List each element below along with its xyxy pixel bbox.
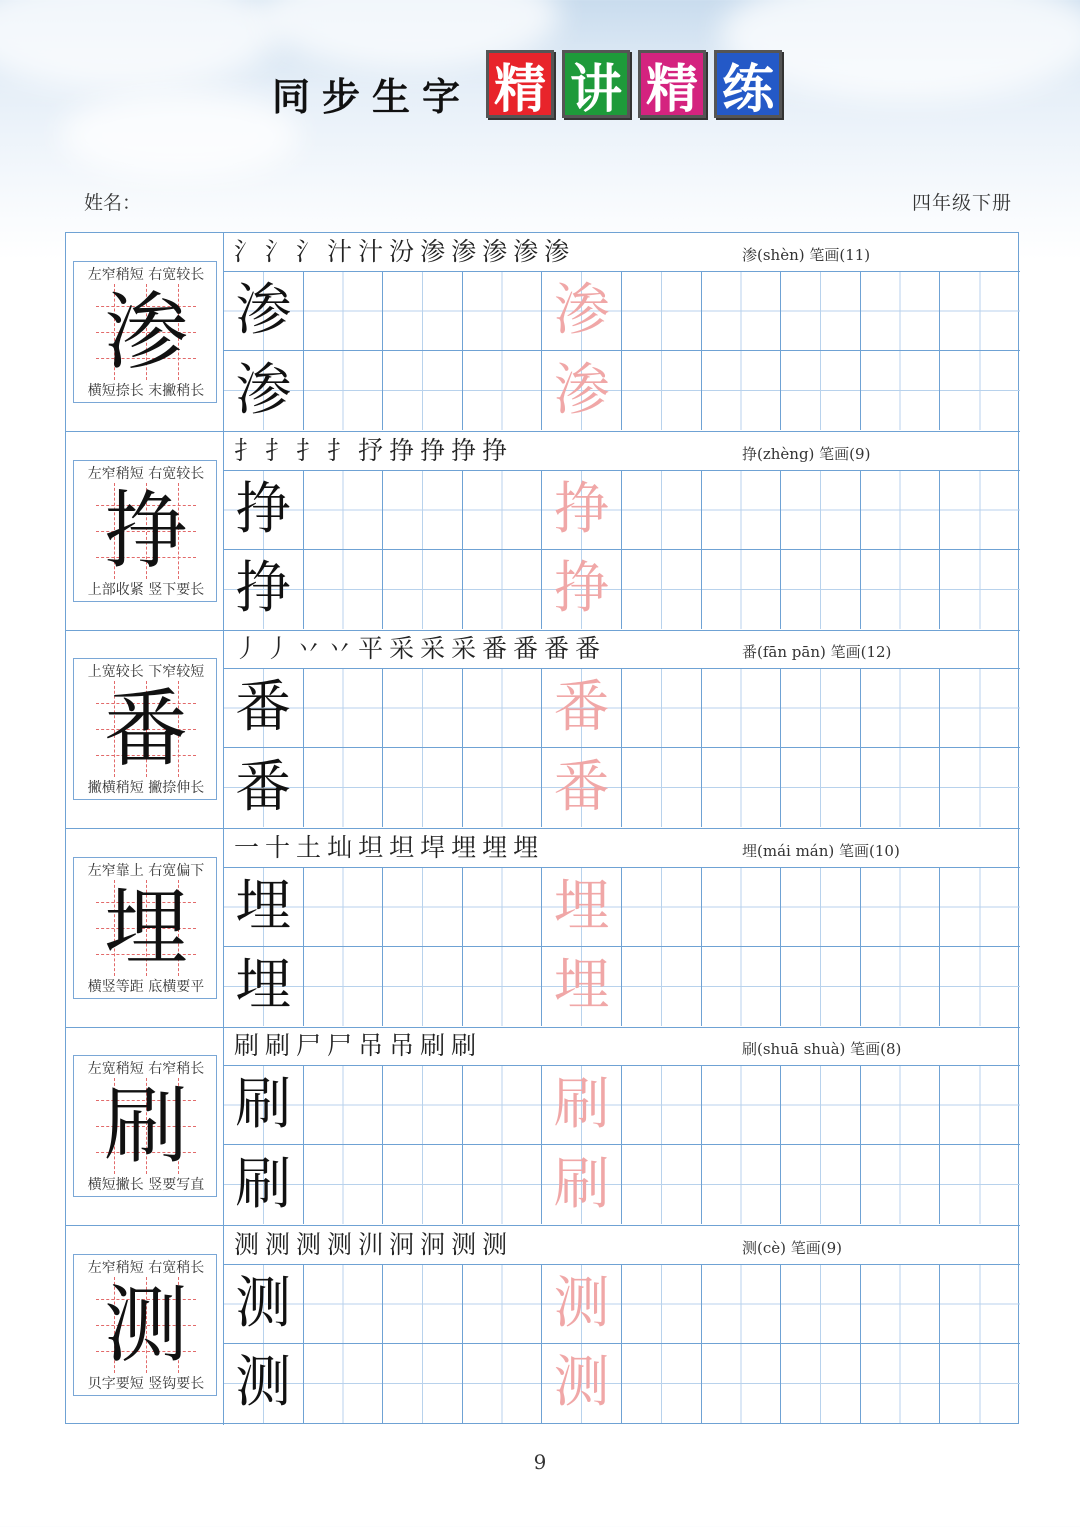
tianzige-cell[interactable] bbox=[622, 1344, 702, 1423]
structure-tip-bottom: 横竖等距 底横要平 bbox=[87, 978, 205, 995]
stroke-sequence bbox=[234, 1230, 507, 1260]
tianzige-cell[interactable] bbox=[304, 351, 384, 430]
tianzige-cell[interactable] bbox=[463, 272, 543, 350]
tianzige-cell[interactable] bbox=[622, 1066, 702, 1144]
stroke-step: 刷 bbox=[265, 1031, 291, 1060]
tianzige-cell[interactable] bbox=[702, 947, 782, 1026]
tianzige-cell[interactable] bbox=[542, 947, 622, 1026]
tianzige-cell[interactable] bbox=[224, 1344, 304, 1423]
tianzige-cell[interactable] bbox=[861, 471, 941, 549]
tianzige-cell[interactable] bbox=[861, 947, 941, 1026]
tianzige-cell[interactable] bbox=[463, 1066, 543, 1144]
tianzige-cell[interactable] bbox=[542, 1265, 622, 1343]
stroke-step: 平 bbox=[358, 634, 384, 663]
model-card bbox=[73, 658, 217, 800]
tianzige-cell[interactable] bbox=[861, 351, 941, 430]
title-tile: 精 bbox=[486, 50, 554, 118]
tianzige-cell[interactable] bbox=[781, 272, 861, 350]
character-info: 刷(shuā shuà) 笔画(8) bbox=[742, 1040, 902, 1058]
practice-sheet bbox=[65, 232, 1019, 1424]
stroke-step: 十 bbox=[265, 832, 291, 862]
tianzige-cell[interactable] bbox=[702, 748, 782, 827]
tianzige-cell[interactable] bbox=[861, 669, 941, 747]
stroke-step: 扌 bbox=[296, 435, 322, 465]
writing-grid-row bbox=[224, 1265, 1020, 1344]
tianzige-cell[interactable] bbox=[383, 669, 463, 747]
stroke-step: 番 bbox=[544, 634, 570, 663]
tianzige-cell[interactable] bbox=[383, 351, 463, 430]
stroke-step: 挣 bbox=[451, 435, 477, 465]
tianzige-cell[interactable] bbox=[304, 947, 384, 1026]
model-character: 渗 bbox=[103, 283, 188, 381]
structure-tip-bottom: 撇横稍短 撇捺伸长 bbox=[87, 780, 205, 796]
tianzige-cell[interactable] bbox=[861, 1066, 941, 1144]
tianzige-cell[interactable] bbox=[542, 351, 622, 430]
character-block bbox=[66, 1027, 1020, 1226]
tianzige-cell[interactable] bbox=[304, 669, 384, 747]
grade-label: 四年级下册 bbox=[912, 192, 1013, 214]
stroke-step: 采 bbox=[420, 634, 446, 663]
trace-character: 渗 bbox=[553, 278, 610, 343]
tianzige-cell[interactable] bbox=[781, 748, 861, 827]
stroke-sequence bbox=[234, 436, 507, 466]
tianzige-cell[interactable] bbox=[622, 868, 702, 946]
example-character: 渗 bbox=[235, 278, 292, 343]
tianzige-cell[interactable] bbox=[861, 1265, 941, 1343]
tianzige-cell[interactable] bbox=[383, 947, 463, 1026]
tianzige-cell[interactable] bbox=[622, 272, 702, 350]
trace-character: 渗 bbox=[553, 357, 610, 423]
stroke-step: 圸 bbox=[327, 832, 353, 862]
tianzige-cell[interactable] bbox=[463, 1344, 543, 1423]
model-card bbox=[73, 857, 217, 999]
page-header bbox=[0, 40, 1080, 140]
stroke-step: 抒 bbox=[358, 435, 384, 465]
stroke-order-row bbox=[224, 1226, 1020, 1265]
stroke-step: 氵 bbox=[296, 237, 322, 266]
model-card bbox=[73, 460, 217, 602]
stroke-step: 埋 bbox=[451, 832, 477, 862]
tianzige-cell[interactable] bbox=[463, 471, 543, 549]
tianzige-cell[interactable] bbox=[940, 272, 1020, 350]
tianzige-cell[interactable] bbox=[542, 669, 622, 747]
stroke-step: 挣 bbox=[389, 435, 415, 465]
stroke-step: 坦 bbox=[389, 832, 415, 862]
trace-character: 番 bbox=[553, 675, 610, 740]
tianzige-cell[interactable] bbox=[622, 669, 702, 747]
tianzige-cell[interactable] bbox=[702, 1344, 782, 1423]
example-character: 挣 bbox=[235, 556, 292, 621]
tianzige-cell[interactable] bbox=[383, 748, 463, 827]
tianzige-cell[interactable] bbox=[940, 748, 1020, 827]
tianzige-cell[interactable] bbox=[940, 1344, 1020, 1423]
example-character: 埋 bbox=[235, 873, 292, 939]
stroke-sequence bbox=[234, 634, 600, 664]
writing-grid-row bbox=[224, 1066, 1020, 1145]
title-tile: 练 bbox=[714, 50, 782, 118]
writing-grid-row bbox=[224, 868, 1020, 947]
stroke-sequence bbox=[234, 237, 569, 267]
tianzige-cell[interactable] bbox=[622, 947, 702, 1026]
stroke-step: 测 bbox=[327, 1229, 353, 1259]
tianzige-cell[interactable] bbox=[702, 550, 782, 629]
tianzige-cell[interactable] bbox=[940, 1265, 1020, 1343]
stroke-step: 测 bbox=[234, 1229, 260, 1259]
stroke-step: 土 bbox=[296, 832, 322, 862]
model-card bbox=[73, 261, 217, 403]
trace-character: 刷 bbox=[553, 1151, 610, 1217]
stroke-step: 汌 bbox=[358, 1229, 384, 1259]
tianzige-cell[interactable] bbox=[463, 1145, 543, 1224]
writing-grid-row bbox=[224, 272, 1020, 351]
trace-character: 番 bbox=[553, 754, 610, 820]
stroke-step: 番 bbox=[575, 634, 601, 663]
model-character: 刷 bbox=[103, 1077, 188, 1175]
tianzige-cell[interactable] bbox=[304, 1344, 384, 1423]
title-tile: 讲 bbox=[562, 50, 630, 118]
model-panel bbox=[66, 432, 224, 630]
tianzige-cell[interactable] bbox=[224, 868, 304, 946]
stroke-step: 丿 bbox=[234, 634, 260, 663]
tianzige-cell[interactable] bbox=[702, 351, 782, 430]
stroke-order-row bbox=[224, 233, 1020, 272]
character-info: 埋(mái mán) 笔画(10) bbox=[742, 841, 900, 860]
tianzige-cell[interactable] bbox=[542, 550, 622, 629]
tianzige-cell[interactable] bbox=[304, 272, 384, 350]
title-tiles bbox=[486, 50, 782, 118]
example-character: 渗 bbox=[235, 357, 292, 423]
stroke-step: 丷 bbox=[296, 634, 322, 663]
stroke-sequence bbox=[234, 833, 538, 863]
writing-grid-row bbox=[224, 669, 1020, 748]
structure-tip-top: 上宽较长 下窄较短 bbox=[87, 664, 205, 680]
model-card bbox=[73, 1254, 217, 1396]
tianzige-cell[interactable] bbox=[940, 868, 1020, 946]
tianzige-cell[interactable] bbox=[463, 550, 543, 629]
model-character: 番 bbox=[103, 680, 188, 778]
stroke-step: 吊 bbox=[389, 1031, 415, 1060]
stroke-step: 渗 bbox=[544, 237, 570, 266]
tianzige-cell[interactable] bbox=[702, 1265, 782, 1343]
tianzige-cell[interactable] bbox=[224, 550, 304, 629]
tianzige-cell[interactable] bbox=[542, 868, 622, 946]
stroke-step: 一 bbox=[234, 832, 260, 862]
writing-grid-row bbox=[224, 1145, 1020, 1224]
stroke-step: 番 bbox=[513, 634, 539, 663]
tianzige-cell[interactable] bbox=[304, 868, 384, 946]
model-panel bbox=[66, 829, 224, 1027]
tianzige-cell[interactable] bbox=[781, 868, 861, 946]
example-character: 番 bbox=[235, 754, 292, 820]
structure-tip-bottom: 上部收紧 竖下要长 bbox=[87, 581, 205, 598]
tianzige-cell[interactable] bbox=[781, 471, 861, 549]
stroke-step: 挣 bbox=[420, 435, 446, 465]
stroke-step: 坦 bbox=[358, 832, 384, 862]
trace-character: 挣 bbox=[553, 476, 610, 542]
tianzige-cell[interactable] bbox=[781, 669, 861, 747]
stroke-step: 采 bbox=[451, 634, 477, 663]
model-panel bbox=[66, 1027, 224, 1225]
stroke-order-row bbox=[224, 630, 1020, 669]
trace-character: 埋 bbox=[553, 873, 610, 939]
stroke-order-row bbox=[224, 829, 1020, 868]
stroke-step: 采 bbox=[389, 634, 415, 663]
stroke-step: 测 bbox=[451, 1229, 477, 1259]
tianzige-cell[interactable] bbox=[861, 272, 941, 350]
structure-tip-bottom: 横短捺长 末撇稍长 bbox=[87, 383, 205, 399]
character-info: 挣(zhèng) 笔画(9) bbox=[742, 444, 871, 463]
tianzige-cell[interactable] bbox=[861, 1344, 941, 1423]
stroke-step: 泂 bbox=[389, 1229, 415, 1259]
tianzige-cell[interactable] bbox=[304, 471, 384, 549]
writing-grid-row bbox=[224, 748, 1020, 827]
tianzige-cell[interactable] bbox=[622, 1145, 702, 1224]
writing-grid-row bbox=[224, 947, 1020, 1026]
tianzige-cell[interactable] bbox=[940, 550, 1020, 629]
tianzige-cell[interactable] bbox=[702, 1066, 782, 1144]
structure-tip-top: 左窄稍短 右宽较长 bbox=[87, 267, 205, 283]
stroke-step: 垾 bbox=[420, 832, 446, 862]
tianzige-cell[interactable] bbox=[622, 1265, 702, 1343]
tianzige-cell[interactable] bbox=[224, 351, 304, 430]
tianzige-cell[interactable] bbox=[861, 868, 941, 946]
tianzige-cell[interactable] bbox=[383, 868, 463, 946]
tianzige-cell[interactable] bbox=[542, 272, 622, 350]
character-info: 渗(shèn) 笔画(11) bbox=[742, 246, 871, 264]
tianzige-cell[interactable] bbox=[940, 351, 1020, 430]
stroke-step: 扌 bbox=[265, 435, 291, 465]
stroke-step: 渗 bbox=[513, 237, 539, 266]
example-character: 番 bbox=[235, 675, 292, 740]
tianzige-cell[interactable] bbox=[861, 550, 941, 629]
structure-tip-top: 左窄稍短 右宽稍长 bbox=[87, 1259, 205, 1276]
tianzige-cell[interactable] bbox=[383, 1066, 463, 1144]
stroke-order-row bbox=[224, 432, 1020, 471]
stroke-step: 测 bbox=[482, 1229, 508, 1259]
trace-character: 埋 bbox=[553, 953, 610, 1018]
tianzige-cell[interactable] bbox=[861, 748, 941, 827]
tianzige-cell[interactable] bbox=[224, 748, 304, 827]
stroke-step: 挣 bbox=[482, 435, 508, 465]
tianzige-cell[interactable] bbox=[702, 272, 782, 350]
model-character: 埋 bbox=[103, 878, 188, 977]
example-character: 埋 bbox=[235, 953, 292, 1018]
tianzige-cell[interactable] bbox=[463, 669, 543, 747]
stroke-step: 汁 bbox=[327, 237, 353, 266]
stroke-step: 氵 bbox=[234, 237, 260, 266]
tianzige-cell[interactable] bbox=[781, 1145, 861, 1224]
stroke-sequence bbox=[234, 1031, 476, 1061]
tianzige-cell[interactable] bbox=[622, 471, 702, 549]
tianzige-cell[interactable] bbox=[463, 1265, 543, 1343]
character-info: 测(cè) 笔画(9) bbox=[742, 1238, 842, 1257]
stroke-step: 氵 bbox=[265, 237, 291, 266]
tianzige-cell[interactable] bbox=[463, 947, 543, 1026]
stroke-step: 测 bbox=[265, 1229, 291, 1259]
structure-tip-top: 左窄靠上 右宽偏下 bbox=[87, 862, 205, 879]
tianzige-cell[interactable] bbox=[940, 471, 1020, 549]
tianzige-cell[interactable] bbox=[383, 1265, 463, 1343]
tianzige-cell[interactable] bbox=[224, 669, 304, 747]
tianzige-cell[interactable] bbox=[622, 748, 702, 827]
tianzige-cell[interactable] bbox=[702, 669, 782, 747]
writing-grid-row bbox=[224, 351, 1020, 430]
tianzige-cell[interactable] bbox=[781, 550, 861, 629]
tianzige-cell[interactable] bbox=[383, 1344, 463, 1423]
character-block bbox=[66, 233, 1020, 432]
model-panel bbox=[66, 233, 224, 431]
stroke-step: 扌 bbox=[327, 435, 353, 465]
structure-tip-bottom: 贝字要短 竖钩要长 bbox=[87, 1375, 205, 1392]
example-character: 挣 bbox=[235, 476, 292, 542]
trace-character: 刷 bbox=[553, 1072, 610, 1137]
stroke-step: 刷 bbox=[234, 1031, 260, 1060]
tianzige-cell[interactable] bbox=[861, 1145, 941, 1224]
tianzige-cell[interactable] bbox=[224, 272, 304, 350]
tianzige-cell[interactable] bbox=[781, 1265, 861, 1343]
character-block bbox=[66, 829, 1020, 1028]
tianzige-cell[interactable] bbox=[304, 1066, 384, 1144]
tianzige-cell[interactable] bbox=[542, 1344, 622, 1423]
tianzige-cell[interactable] bbox=[304, 550, 384, 629]
example-character: 刷 bbox=[235, 1151, 292, 1217]
tianzige-cell[interactable] bbox=[702, 471, 782, 549]
stroke-step: 尸 bbox=[327, 1031, 353, 1060]
model-panel bbox=[66, 1226, 224, 1425]
tianzige-cell[interactable] bbox=[304, 1145, 384, 1224]
tianzige-cell[interactable] bbox=[781, 351, 861, 430]
tianzige-cell[interactable] bbox=[304, 1265, 384, 1343]
stroke-step: 渗 bbox=[420, 237, 446, 266]
tianzige-cell[interactable] bbox=[940, 1145, 1020, 1224]
character-block bbox=[66, 630, 1020, 829]
tianzige-cell[interactable] bbox=[702, 868, 782, 946]
tianzige-cell[interactable] bbox=[224, 1265, 304, 1343]
model-panel bbox=[66, 630, 224, 828]
stroke-step: 埋 bbox=[482, 832, 508, 862]
tianzige-cell[interactable] bbox=[304, 748, 384, 827]
tianzige-cell[interactable] bbox=[940, 669, 1020, 747]
stroke-step: 泂 bbox=[420, 1229, 446, 1259]
character-block bbox=[66, 1226, 1020, 1425]
stroke-step: 刷 bbox=[451, 1031, 477, 1060]
stroke-step: 丷 bbox=[327, 634, 353, 663]
stroke-step: 尸 bbox=[296, 1031, 322, 1060]
stroke-step: 扌 bbox=[234, 435, 260, 465]
tianzige-cell[interactable] bbox=[383, 272, 463, 350]
tianzige-cell[interactable] bbox=[224, 1145, 304, 1224]
title-tile: 精 bbox=[638, 50, 706, 118]
tianzige-cell[interactable] bbox=[463, 868, 543, 946]
model-card bbox=[73, 1055, 217, 1197]
trace-character: 测 bbox=[553, 1270, 610, 1336]
stroke-step: 番 bbox=[482, 634, 508, 663]
tianzige-cell[interactable] bbox=[542, 471, 622, 549]
writing-grid-row bbox=[224, 1344, 1020, 1423]
page-number: 9 bbox=[533, 1450, 547, 1474]
structure-tip-top: 左窄稍短 右宽较长 bbox=[87, 465, 205, 482]
tianzige-cell[interactable] bbox=[702, 1145, 782, 1224]
page-title: 同步生字 bbox=[272, 75, 473, 119]
character-block bbox=[66, 432, 1020, 631]
tianzige-cell[interactable] bbox=[781, 947, 861, 1026]
tianzige-cell[interactable] bbox=[383, 471, 463, 549]
tianzige-cell[interactable] bbox=[224, 1066, 304, 1144]
example-character: 测 bbox=[235, 1270, 292, 1336]
tianzige-cell[interactable] bbox=[781, 1066, 861, 1144]
tianzige-cell[interactable] bbox=[224, 471, 304, 549]
structure-tip-top: 左宽稍短 右窄稍长 bbox=[87, 1061, 205, 1077]
tianzige-cell[interactable] bbox=[781, 1344, 861, 1423]
tianzige-cell[interactable] bbox=[542, 1066, 622, 1144]
stroke-step: 埋 bbox=[513, 832, 539, 862]
student-name-label: 姓名： bbox=[84, 192, 142, 214]
example-character: 测 bbox=[235, 1350, 292, 1415]
stroke-step: 渗 bbox=[482, 237, 508, 266]
model-character: 挣 bbox=[103, 481, 188, 580]
stroke-step: 渗 bbox=[451, 237, 477, 266]
stroke-order-row bbox=[224, 1027, 1020, 1066]
stroke-step: 刷 bbox=[420, 1031, 446, 1060]
stroke-step: 汁 bbox=[358, 237, 384, 266]
tianzige-cell[interactable] bbox=[940, 947, 1020, 1026]
stroke-step: 汾 bbox=[389, 237, 415, 266]
tianzige-cell[interactable] bbox=[383, 1145, 463, 1224]
model-character: 测 bbox=[103, 1275, 188, 1374]
writing-grid-row bbox=[224, 471, 1020, 550]
tianzige-cell[interactable] bbox=[224, 947, 304, 1026]
stroke-step: 丿 bbox=[265, 634, 291, 663]
tianzige-cell[interactable] bbox=[383, 550, 463, 629]
character-info: 番(fān pān) 笔画(12) bbox=[742, 643, 892, 661]
writing-grid-row bbox=[224, 550, 1020, 629]
stroke-step: 吊 bbox=[358, 1031, 384, 1060]
tianzige-cell[interactable] bbox=[463, 351, 543, 430]
tianzige-cell[interactable] bbox=[542, 748, 622, 827]
example-character: 刷 bbox=[235, 1072, 292, 1137]
tianzige-cell[interactable] bbox=[622, 351, 702, 430]
structure-tip-bottom: 横短撇长 竖要写直 bbox=[87, 1177, 205, 1193]
stroke-step: 测 bbox=[296, 1229, 322, 1259]
tianzige-cell[interactable] bbox=[940, 1066, 1020, 1144]
trace-character: 挣 bbox=[553, 556, 610, 621]
trace-character: 测 bbox=[553, 1350, 610, 1415]
tianzige-cell[interactable] bbox=[542, 1145, 622, 1224]
tianzige-cell[interactable] bbox=[622, 550, 702, 629]
tianzige-cell[interactable] bbox=[463, 748, 543, 827]
